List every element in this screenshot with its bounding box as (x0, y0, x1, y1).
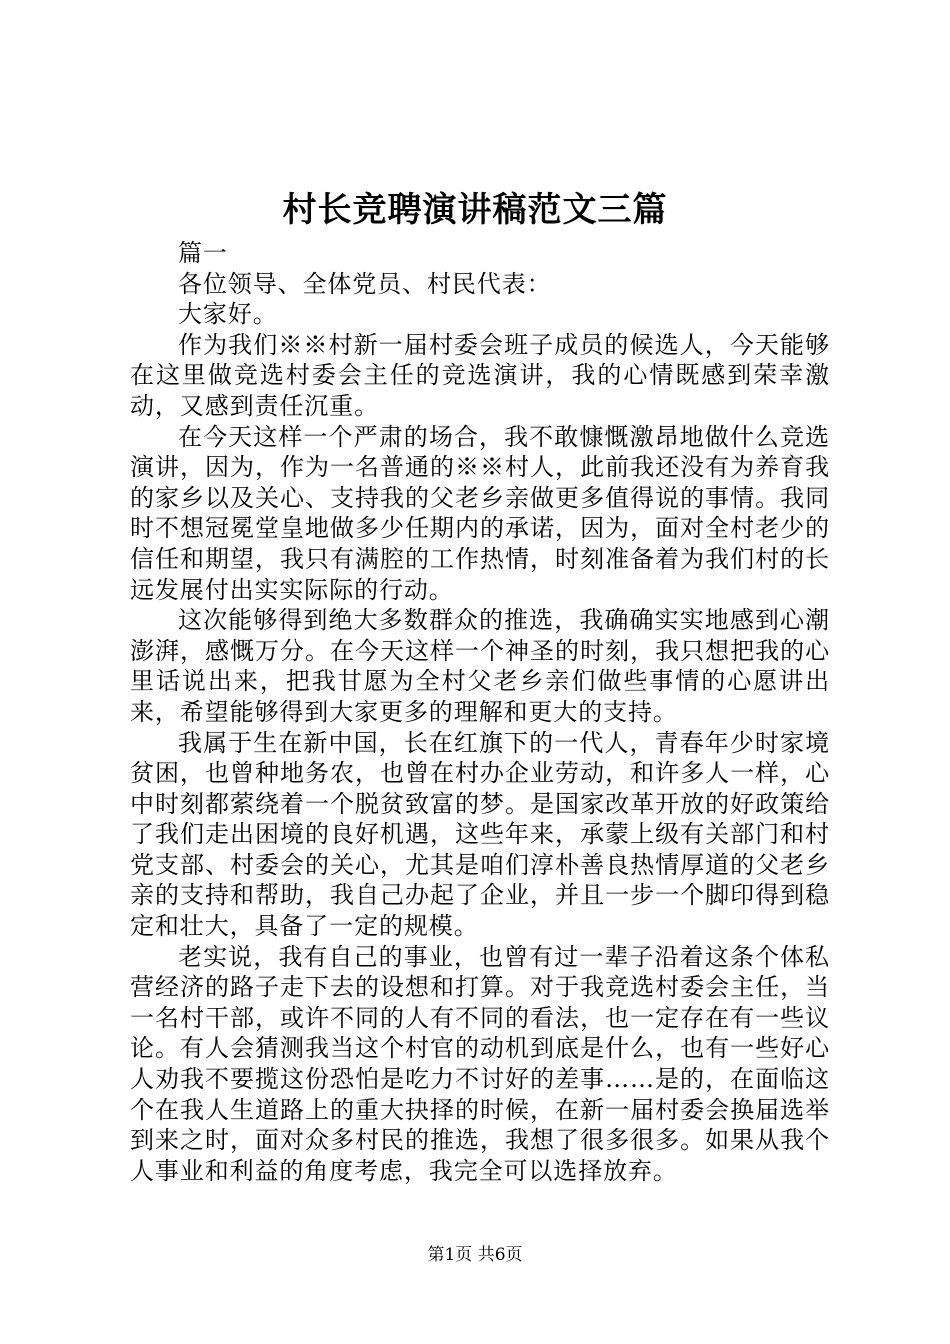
body-paragraph: 老实说，我有自己的事业，也曾有过一辈子沿着这条个体私营经济的路子走下去的设想和打算。对于我竞选村委会主任，当一名村干部，或许不同的人有不同的看法，也一定存在有一些议论。有人会猜测我当这个村官的动机到底是什么，也有一些好心人劝我不要揽这份恐怕是吃力不讨好的差事……是的，在面临这个在我人生道路上的重大抉择的时候，在新一届村委会换届选举到来之时，面对众多村民的推选，我想了很多很多。如果从我个人事业和利益的角度考虑，我完全可以选择放弃。 (130, 942, 830, 1185)
section-heading: 篇一 (178, 239, 228, 267)
page-number-footer: 第1页 共6页 (427, 1245, 523, 1265)
document-body (130, 238, 830, 1186)
body-paragraph: 我属于生在新中国，长在红旗下的一代人，青春年少时家境贫困，也曾种地务农，也曾在村办企业劳动，和许多人一样，心中时刻都萦绕着一个脱贫致富的梦。是国家改革开放的好政策给了我们走出困境的良好机遇，这些年来，承蒙上级有关部门和村党支部、村委会的关心，尤其是咱们淳朴善良热情厚道的父老乡亲的支持和帮助，我自己办起了企业，并且一步一个脚印得到稳定和壮大，具备了一定的规模。 (130, 728, 830, 941)
body-paragraph: 这次能够得到绝大多数群众的推选，我确确实实地感到心潮澎湃，感慨万分。在今天这样一个神圣的时刻，我只想把我的心里话说出来，把我甘愿为全村父老乡亲们做些事情的心愿讲出来，希望能够得到大家更多的理解和更大的支持。 (130, 606, 830, 726)
body-paragraph: 在今天这样一个严肃的场合，我不敢慷慨激昂地做什么竞选演讲，因为，作为一名普通的※※村人，此前我还没有为养育我的家乡以及关心、支持我的父老乡亲做更多值得说的事情。我同时不想冠冕堂皇地做多少任期内的承诺，因为，面对全村老少的信任和期望，我只有满腔的工作热情，时刻准备着为我们村的长远发展付出实实际际的行动。 (130, 422, 830, 604)
salutation: 各位领导、全体党员、村民代表： (178, 269, 552, 298)
body-paragraph: 作为我们※※村新一届村委会班子成员的候选人，今天能够在这里做竞选村委会主任的竞选演讲，我的心情既感到荣幸激动，又感到责任沉重。 (130, 330, 830, 420)
greeting: 大家好。 (178, 300, 278, 329)
document-title: 村长竞聘演讲稿范文三篇 (282, 190, 668, 230)
